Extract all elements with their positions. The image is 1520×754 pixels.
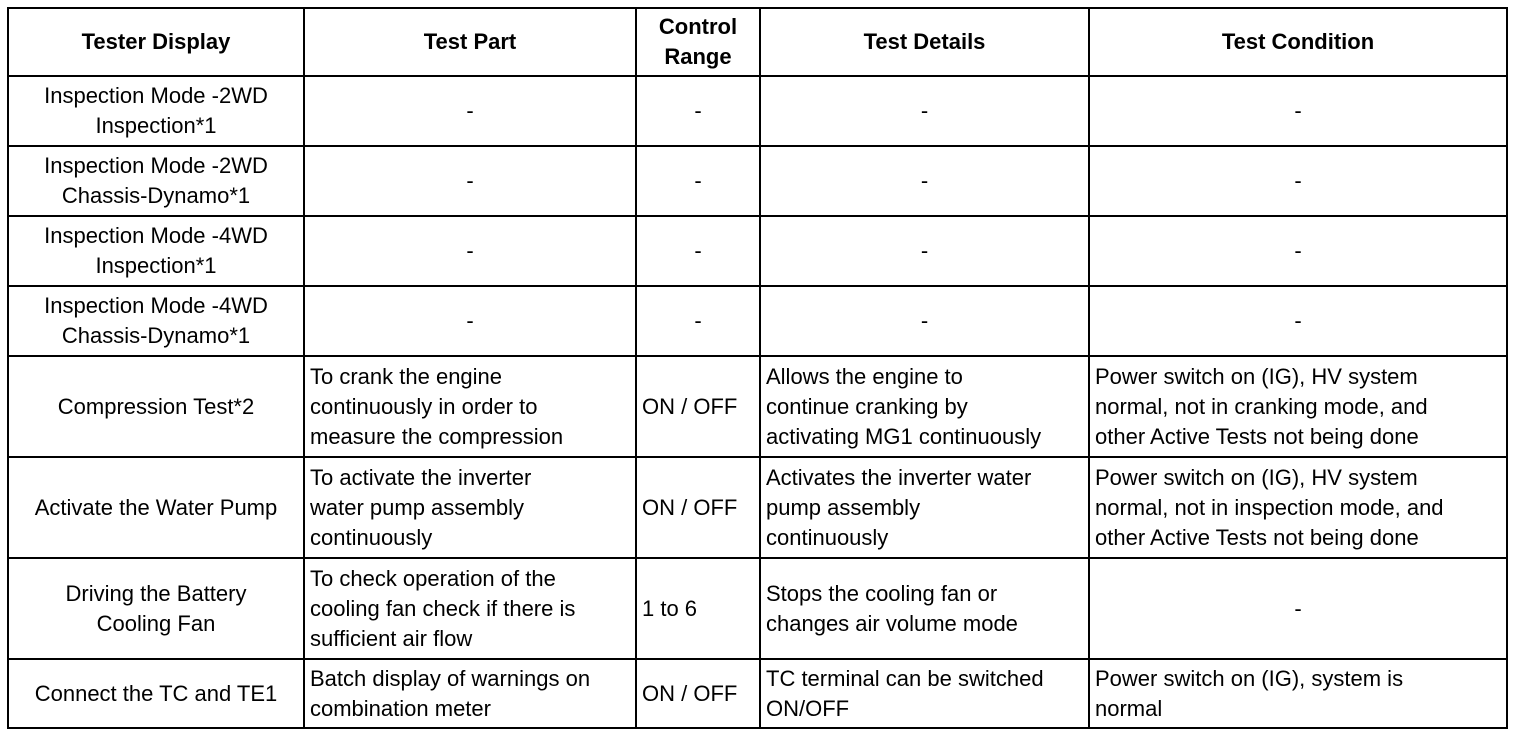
table-row [8, 216, 1507, 286]
cell-test-part [304, 558, 636, 659]
cell-tester-display [8, 659, 304, 728]
cell-line: Connect the TC and TE1 [34, 680, 278, 706]
cell-line: To check operation of the [310, 565, 556, 591]
cell-test-condition [1089, 286, 1507, 356]
cell-line: - [694, 308, 702, 333]
cell-test-details [760, 356, 1089, 457]
cell-line: continuously [766, 524, 889, 550]
cell-test-details [760, 659, 1089, 728]
table-row [8, 558, 1507, 659]
cell-control-range [636, 659, 760, 728]
cell-test-condition [1089, 76, 1507, 146]
header-test-condition: Test Condition [1089, 8, 1507, 76]
cell-test-details [760, 216, 1089, 286]
cell-control-range [636, 146, 760, 216]
cell-line: Batch display of warnings on [310, 665, 591, 691]
cell-line: Inspection*1 [95, 113, 217, 138]
cell-test-condition [1089, 146, 1507, 216]
cell-line: Cooling Fan [96, 610, 216, 636]
cell-line: water pump assembly [310, 494, 524, 520]
cell-line: TC terminal can be switched [766, 665, 1044, 691]
table-row [8, 659, 1507, 728]
cell-line: Chassis-Dynamo*1 [61, 323, 251, 348]
cell-line: - [1294, 308, 1302, 333]
cell-line: combination meter [310, 695, 491, 721]
cell-line: Stops the cooling fan or [766, 580, 998, 606]
cell-test-condition [1089, 558, 1507, 659]
table-row [8, 457, 1507, 558]
table-body [8, 76, 1507, 728]
cell-test-part [304, 457, 636, 558]
cell-test-details [760, 146, 1089, 216]
cell-line: pump assembly [766, 494, 921, 520]
cell-test-details [760, 558, 1089, 659]
cell-tester-display [8, 76, 304, 146]
cell-line: Chassis-Dynamo*1 [61, 183, 251, 208]
cell-test-details [760, 286, 1089, 356]
cell-line: 1 to 6 [642, 595, 698, 621]
cell-line: To activate the inverter [310, 464, 532, 490]
cell-line: - [920, 238, 929, 263]
cell-test-details [760, 76, 1089, 146]
cell-line: - [920, 308, 929, 333]
cell-line: - [1294, 98, 1302, 123]
cell-tester-display [8, 216, 304, 286]
cell-tester-display [8, 286, 304, 356]
cell-tester-display [8, 457, 304, 558]
table-row [8, 356, 1507, 457]
cell-test-part [304, 659, 636, 728]
cell-line: ON / OFF [642, 393, 738, 419]
cell-line: Power switch on (IG), system is [1095, 665, 1404, 691]
cell-line: Allows the engine to [766, 363, 963, 389]
cell-line: Inspection Mode -2WD [44, 83, 268, 108]
cell-line: Activate the Water Pump [34, 494, 278, 520]
cell-line: continuously in order to [310, 393, 538, 419]
cell-line: Power switch on (IG), HV system [1095, 363, 1418, 389]
cell-test-part [304, 146, 636, 216]
table-row [8, 146, 1507, 216]
cell-line: Compression Test*2 [57, 393, 255, 419]
cell-test-condition [1089, 356, 1507, 457]
cell-test-details [760, 457, 1089, 558]
cell-line: cooling fan check if there is [310, 595, 576, 621]
cell-test-condition [1089, 659, 1507, 728]
cell-line: Driving the Battery [65, 580, 247, 606]
cell-line: Inspection Mode -2WD [44, 153, 268, 178]
cell-line: ON / OFF [642, 680, 738, 706]
cell-control-range [636, 558, 760, 659]
cell-line: Inspection*1 [95, 253, 217, 278]
cell-line: Inspection Mode -4WD [44, 223, 268, 248]
active-test-table [7, 7, 1508, 729]
cell-line: sufficient air flow [310, 625, 473, 651]
cell-line: - [1294, 238, 1302, 263]
cell-control-range [636, 76, 760, 146]
cell-line: To crank the engine [310, 363, 503, 389]
cell-tester-display [8, 146, 304, 216]
header-control-range: Control Range [636, 8, 760, 76]
cell-control-range [636, 457, 760, 558]
header-test-details: Test Details [760, 8, 1089, 76]
cell-line: - [920, 98, 929, 123]
cell-line: - [694, 168, 702, 193]
cell-line: - [466, 98, 474, 123]
header-tester-display: Tester Display [8, 8, 304, 76]
cell-tester-display [8, 356, 304, 457]
cell-tester-display [8, 558, 304, 659]
cell-line: continuously [310, 524, 433, 550]
cell-line: ON/OFF [766, 695, 850, 721]
cell-control-range [636, 356, 760, 457]
cell-line: measure the compression [310, 423, 564, 449]
cell-line: other Active Tests not being done [1095, 423, 1419, 449]
cell-line: - [1294, 595, 1302, 621]
cell-line: Activates the inverter water [766, 464, 1032, 490]
cell-test-part [304, 286, 636, 356]
cell-line: - [920, 168, 929, 193]
cell-line: continue cranking by [766, 393, 968, 419]
cell-test-part [304, 76, 636, 146]
header-test-part: Test Part [304, 8, 636, 76]
table-row [8, 76, 1507, 146]
cell-line: - [466, 238, 474, 263]
cell-line: - [694, 238, 702, 263]
cell-line: ON / OFF [642, 494, 738, 520]
cell-line: other Active Tests not being done [1095, 524, 1419, 550]
cell-test-condition [1089, 457, 1507, 558]
cell-test-part [304, 216, 636, 286]
cell-line: - [466, 308, 474, 333]
cell-line: activating MG1 continuously [766, 423, 1042, 449]
cell-line: normal [1095, 695, 1163, 721]
cell-control-range [636, 216, 760, 286]
header-row [8, 8, 1507, 76]
cell-line: - [466, 168, 474, 193]
cell-line: - [1294, 168, 1302, 193]
cell-line: normal, not in cranking mode, and [1095, 393, 1428, 419]
cell-line: normal, not in inspection mode, and [1095, 494, 1444, 520]
cell-test-condition [1089, 216, 1507, 286]
cell-test-part [304, 356, 636, 457]
cell-line: - [694, 98, 702, 123]
cell-line: Inspection Mode -4WD [44, 293, 268, 318]
table-row [8, 286, 1507, 356]
cell-line: Power switch on (IG), HV system [1095, 464, 1418, 490]
cell-control-range [636, 286, 760, 356]
cell-line: changes air volume mode [766, 610, 1018, 636]
